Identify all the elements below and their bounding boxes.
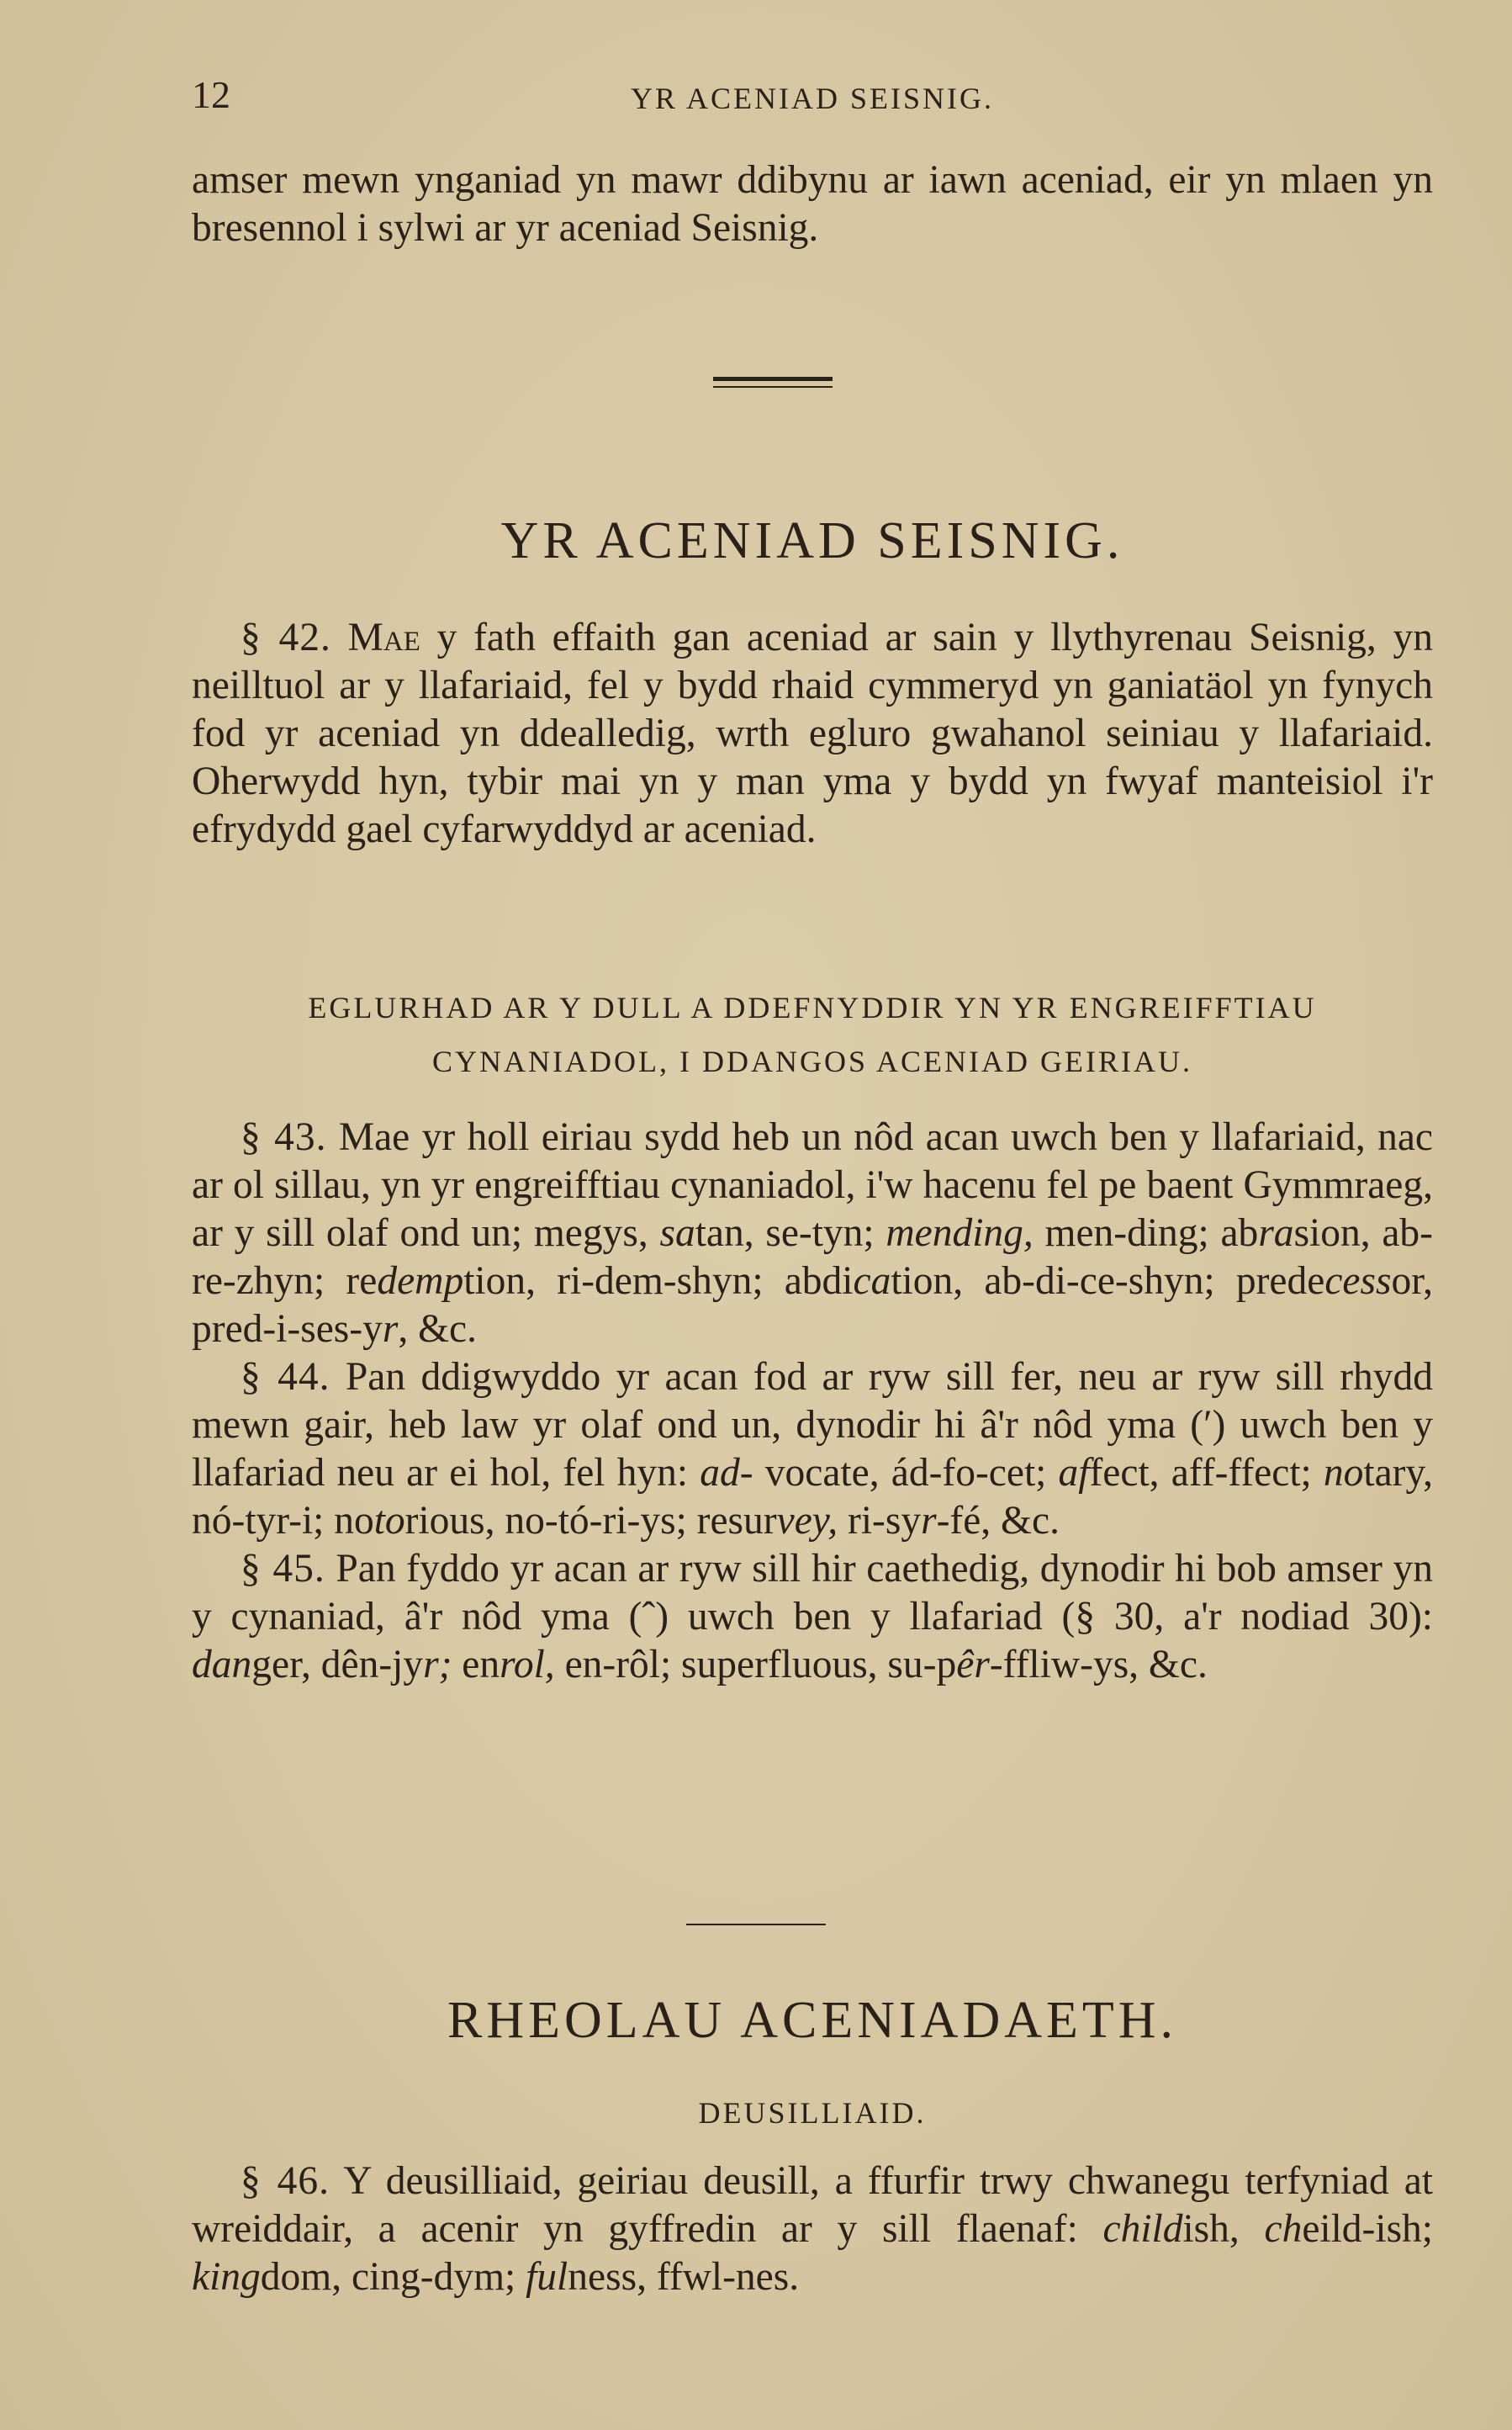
intro-paragraph: amser mewn ynganiad yn mawr ddibynu ar iawn aceniad, eir yn mlaen yn bresennol i sylwi ar yr aceniad Seisnig. (192, 158, 1433, 250)
paragraph-43 (192, 1114, 1433, 1353)
text-run: ri-sy (848, 1499, 922, 1543)
short-rule (686, 1924, 826, 1925)
accented-syllable: men (886, 1211, 953, 1255)
accented-syllable: ad- (700, 1451, 753, 1495)
text-run: -ffliw-ys, &c. (989, 1643, 1208, 1686)
text-run: ri-dem-shyn; abdi (557, 1259, 854, 1303)
paragraph-45 (192, 1545, 1433, 1689)
accented-syllable: cess (1324, 1259, 1392, 1303)
page-number: 12 (192, 73, 230, 116)
accented-syllable: sa (659, 1211, 695, 1255)
text-run: ness, ffwl-nes. (568, 2255, 800, 2299)
accented-syllable: r; (423, 1643, 452, 1686)
double-rule-top (713, 377, 833, 381)
accented-syllable: r (382, 1307, 399, 1351)
text-run: rious, no-tó-ri-ys; resur (404, 1499, 777, 1543)
text-run: ab-di-ce-shyn; prede (984, 1259, 1325, 1303)
text-run: ger, dên-jy (251, 1643, 424, 1686)
text-run: or, (1391, 1259, 1434, 1303)
text-run: fect, aff-ffect; (1089, 1451, 1312, 1495)
accented-syllable: demp (377, 1259, 464, 1303)
text-run: sion, (1293, 1211, 1371, 1255)
text-run: tary, nó-tyr-i; no (192, 1451, 1434, 1543)
text-run: pred-i-ses-y (192, 1307, 383, 1351)
page-header (192, 72, 1433, 123)
paragraph-42-block (192, 614, 1433, 854)
paragraphs-43-45-block (192, 1114, 1433, 1689)
text-run: en-rôl; superfluous, su-p (564, 1643, 957, 1686)
subheading-line-1: EGLURHAD AR Y DULL A DDEFNYDDIR YN YR ENGREIFFTIAU (308, 991, 1317, 1024)
accented-syllable: r (921, 1499, 937, 1543)
accented-syllable: ca (853, 1259, 891, 1303)
accented-syllable: king (192, 2255, 261, 2299)
accented-syllable: êr (956, 1643, 990, 1686)
paragraph-number: § 43. (241, 1115, 327, 1159)
paragraph-number: § 46. (241, 2159, 330, 2203)
accented-syllable: rol, (500, 1643, 555, 1686)
explanation-subheading (192, 981, 1433, 1088)
text-run: , &c. (398, 1307, 478, 1351)
text-run: dom, cing-dym; (260, 2255, 516, 2299)
deusilliaid-subheading: DEUSILLIAID. (698, 2096, 927, 2130)
running-head: YR ACENIAD SEISNIG. (630, 82, 994, 115)
text-run: en (462, 1643, 500, 1686)
intro-text-block (192, 156, 1433, 252)
paragraph-46-block (192, 2157, 1433, 2301)
text-run: vocate, ád-fo-cet; (764, 1451, 1047, 1495)
accented-syllable: ch (1264, 2207, 1303, 2251)
text-run: se-tyn; (765, 1211, 875, 1255)
text-run: Y deusilliaid, geiriau deusill, a ffurfir trwy chwanegu terfyniad at wreiddair, a acenir yn gyffredin ar y sill flaenaf: (192, 2159, 1433, 2251)
accented-syllable: no (1323, 1451, 1364, 1495)
subheading-line-2: CYNANIADOL, I DDANGOS ACENIAD GEIRIAU. (432, 1045, 1192, 1078)
paragraph-number: § 42. (241, 616, 331, 659)
accented-syllable: af (1058, 1451, 1090, 1495)
paragraph-42 (192, 614, 1433, 854)
text-run: Mae yr holl eiriau sydd heb un nôd acan uwch ben y llafariaid, nac ar ol sillau, yn yr engreifftiau cynaniadol, i'w hacenu fel pe baent Gymmraeg, ar y sill olaf ond un; megys, (192, 1115, 1433, 1255)
accented-syllable: ra (1258, 1211, 1294, 1255)
section-title-rheolau: RHEOLAU ACENIADAETH. (447, 1992, 1178, 2049)
text-run: men-ding; ab (1044, 1211, 1259, 1255)
accented-syllable: dan (192, 1643, 252, 1686)
text-run: tion, (463, 1259, 536, 1303)
text-run: Pan ddigwyddo yr acan fod ar ryw sill fer, neu ar ryw sill rhydd mewn gair, heb law yr olaf ond un, dynodir hi â'r nôd yma (′) uwch ben y llafariad neu ar ei hol, fel hyn: (192, 1355, 1434, 1495)
lead-word: Mae (347, 616, 420, 659)
text-run: -fé, &c. (936, 1499, 1060, 1543)
text-run: tan, (695, 1211, 754, 1255)
paragraph-number: § 44. (241, 1355, 330, 1399)
text-run: ab-re-zhyn; re (192, 1211, 1433, 1303)
text-run: tion, (891, 1259, 964, 1303)
paragraph-number: § 45. (241, 1547, 325, 1591)
text-run: ding, (952, 1211, 1034, 1255)
accented-syllable: ful (526, 2255, 568, 2299)
text-run: eild-ish; (1302, 2207, 1434, 2251)
accented-syllable: child (1102, 2207, 1183, 2251)
paragraph-46 (192, 2157, 1433, 2301)
double-rule-bottom (713, 386, 833, 388)
section-title-aceniad: YR ACENIAD SEISNIG. (500, 512, 1124, 569)
accented-syllable: vey, (776, 1499, 838, 1543)
text-run: ish, (1182, 2207, 1240, 2251)
text-run: Pan fyddo yr acan ar ryw sill hir caethedig, dynodir hi bob amser yn y cynaniad, â'r nôd yma (ˆ) uwch ben y llafariad (§ 30, a'r nodiad 30): (192, 1547, 1433, 1639)
paragraph-text: y fath effaith gan aceniad ar sain y llythyrenau Seisnig, yn neilltuol ar y llafariaid, fel y bydd rhaid cymmeryd yn ganiatäol yn fynych fod yr aceniad yn ddealledig, wrth egluro gwahanol seiniau y llafariaid. Oherwydd hyn, tybir mai yn y man yma y bydd yn fwyaf manteisiol i'r efrydydd gael cyfarwyddyd ar aceniad. (192, 616, 1434, 851)
paragraph-44 (192, 1353, 1433, 1545)
accented-syllable: to (373, 1499, 405, 1543)
